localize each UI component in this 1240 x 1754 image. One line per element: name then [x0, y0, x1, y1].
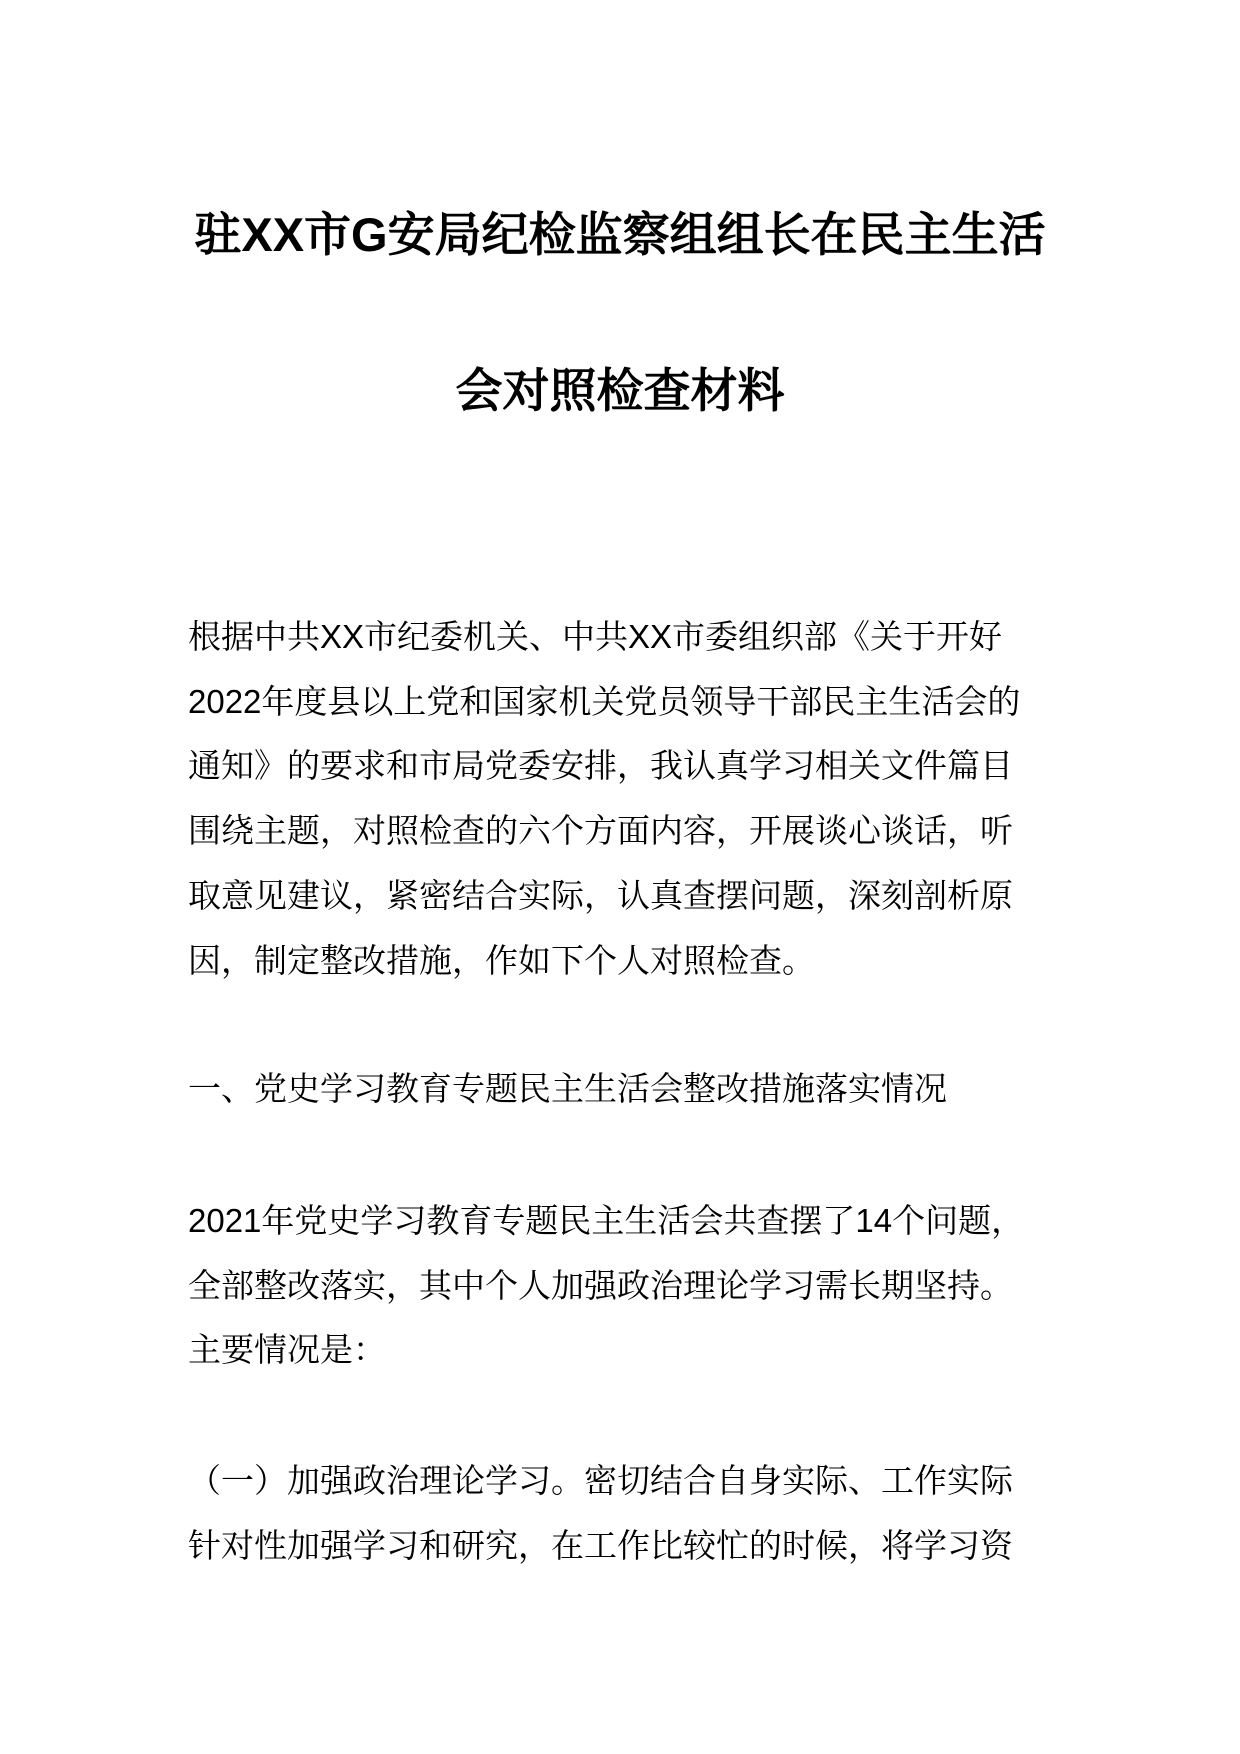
section-heading: 一、党史学习教育专题民主生活会整改措施落实情况: [188, 1070, 947, 1107]
document-title-line-1: 驻XX市G安局纪检监察组组长在民主生活: [194, 208, 1046, 261]
intro-paragraph-line: 通知》的要求和市局党委安排，我认真学习相关文件篇目: [188, 747, 1013, 784]
section-paragraph-line: 全部整改落实，其中个人加强政治理论学习需长期坚持。: [188, 1267, 1013, 1304]
intro-paragraph-line: 围绕主题，对照检查的六个方面内容，开展谈心谈话，听: [188, 812, 1013, 849]
section-paragraph-line: 主要情况是：: [188, 1331, 386, 1368]
document-title-line-2: 会对照检查材料: [455, 364, 785, 417]
item-paragraph-line: 针对性加强学习和研究，在工作比较忙的时候，将学习资: [188, 1527, 1013, 1564]
intro-paragraph-line: 2022年度县以上党和国家机关党员领导干部民主生活会的: [188, 683, 1021, 720]
item-paragraph-line: （一）加强政治理论学习。密切结合自身实际、工作实际: [188, 1462, 1013, 1499]
intro-paragraph-line: 根据中共XX市纪委机关、中共XX市委组织部《关于开好: [188, 618, 1003, 655]
section-paragraph-line: 2021年党史学习教育专题民主生活会共查摆了14个问题，: [188, 1202, 1025, 1239]
intro-paragraph-line: 因，制定整改措施，作如下个人对照检查。: [188, 942, 815, 979]
intro-paragraph-line: 取意见建议，紧密结合实际，认真查摆问题，深刻剖析原: [188, 877, 1013, 914]
